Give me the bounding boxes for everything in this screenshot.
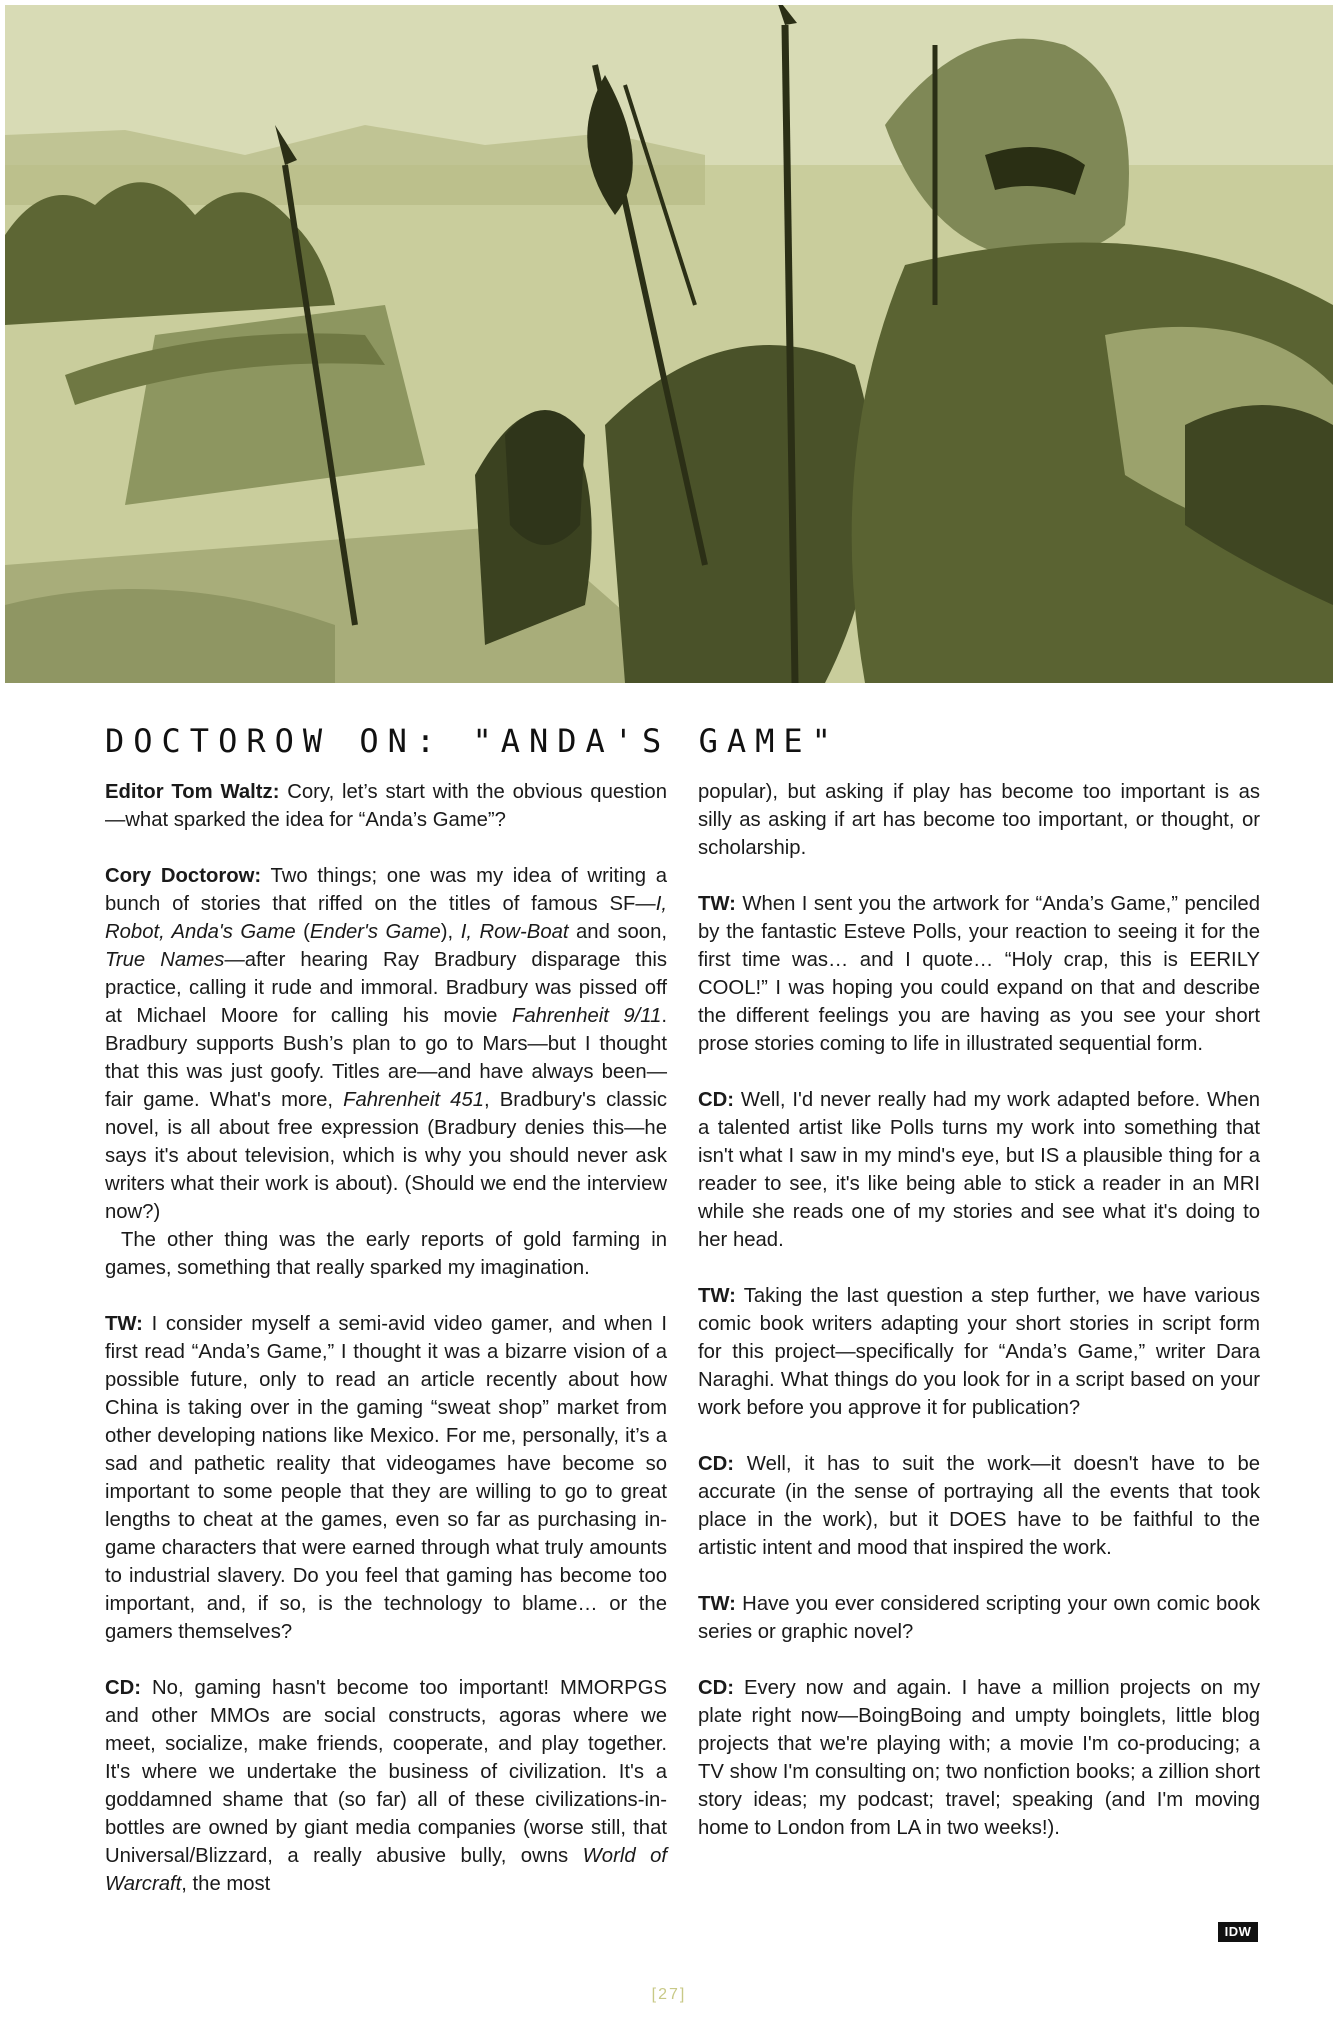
italic-title: I, Robot, Anda's Game [105,893,667,943]
interview-text: Well, it has to suit the work—it doesn't have to be accurate (in the sense of portraying all the events that took place in the work), but it DOES have to be faithful to the artistic intent and mood that inspired the work. [698,1453,1260,1559]
italic-title: Fahrenheit 451 [343,1089,484,1111]
warriors-illustration [5,5,1333,683]
interview-paragraph [698,1674,1260,1842]
interview-text: The other thing was the early reports of gold farming in games, something that really sparked my imagination. [105,1229,667,1279]
interview-paragraph [698,1450,1260,1562]
interview-paragraph [698,1282,1260,1422]
italic-title: Fahrenheit 9/11 [511,1005,662,1027]
interview-text: and soon, [568,921,667,943]
italic-title: Ender's Game [309,921,441,943]
interview-paragraph [698,890,1260,1058]
interview-column-right [698,778,1260,1870]
page-title: DOCTOROW ON: "ANDA'S GAME" [105,722,840,760]
interview-text: ), [440,921,461,943]
interview-text: No, gaming hasn't become too important! MMORPGS and other MMOs are social constructs, agoras where we meet, socialize, make friends, cooperate, and play together. It's where we undertake the business of civilization. It's a goddamned shame that (so far) all of these civilizations-in-bottles are owned by giant media companies (worse still, that Universal/Blizzard, a really abusive bully, owns [105,1677,667,1867]
interview-text: Every now and again. I have a million projects on my plate right now—BoingBoing and umpty boinglets, little blog projects that we're playing with; a movie I'm co-producing; a TV show I'm consulting on; two nonfiction books; a zillion short story ideas; my podcast; travel; speaking (and I'm moving home to London from LA in two weeks!). [698,1677,1260,1839]
interview-paragraph [698,778,1260,862]
interview-text: . Bradbury supports Bush’s plan to go to Mars—but I thought that this was just goofy. Titles are—and have always been—fair game. What's more, [105,1005,667,1111]
interview-text: ( [295,921,310,943]
interview-text: Two things; one was my idea of writing a bunch of stories that riffed on the titles of famous SF— [105,865,668,915]
interview-paragraph [105,778,667,834]
interview-text: When I sent you the artwork for “Anda’s Game,” penciled by the fantastic Esteve Polls, your reaction to seeing it for the first time was… and I quote… “Holy crap, this is EERILY COOL!” I was hoping you could expand on that and describe the different feelings you are having as you see your short prose stories coming to life in illustrated sequential form. [698,893,1260,1055]
interview-text: Cory, let’s start with the obvious question—what sparked the idea for “Anda’s Game”? [105,781,667,831]
publisher-logo: IDW [1218,1922,1258,1942]
speaker-label: TW: [698,893,736,915]
speaker-label: TW: [105,1313,143,1335]
interview-text: popular), but asking if play has become too important is as silly as asking if art has become too important, or thought, or scholarship. [698,781,1260,859]
interview-paragraph [105,1226,667,1282]
interview-text: Taking the last question a step further, we have various comic book writers adapting your short stories in script form for this project—specifically for “Anda’s Game,” writer Dara Naraghi. What things do you look for in a script based on your work before you approve it for publication? [698,1285,1260,1419]
speaker-label: CD: [698,1089,735,1111]
italic-title: True Names [105,949,225,971]
italic-title: I, Row-Boat [460,921,569,943]
interview-text: , the most [181,1873,271,1895]
interview-paragraph [698,1590,1260,1646]
interview-text: Have you ever considered scripting your own comic book series or graphic novel? [698,1593,1260,1643]
speaker-label: TW: [698,1285,736,1307]
page-number: [27] [651,1986,687,2003]
interview-text: I consider myself a semi-avid video gamer, and when I first read “Anda’s Game,” I thought it was a bizarre vision of a possible future, only to read an article recently about how China is taking over in the gaming “sweat shop” market from other developing nations like Mexico. For me, personally, it’s a sad and pathetic reality that videogames have become so important to some people that they are willing to go to great lengths to cheat at the games, even so far as purchasing in-game characters that were earned through what truly amounts to industrial slavery. Do you feel that gaming has become too important, and, if so, is the technology to blame… or the gamers themselves? [105,1313,667,1643]
speaker-label: CD: [698,1677,735,1699]
interview-paragraph [105,862,667,1226]
italic-title: World of Warcraft [105,1845,667,1895]
speaker-label: TW: [698,1593,736,1615]
interview-text: , Bradbury's classic novel, is all about free expression (Bradbury denies this—he says it's about television, which is why you should never ask writers what their work is about). (Should we end the interview now?) [105,1089,667,1223]
interview-text: Well, I'd never really had my work adapted before. When a talented artist like Polls turns my work into something that isn't what I saw in my mind's eye, but IS a plausible thing for a reader to see, it's like being able to stick a reader in an MRI while she reads one of my stories and see what it's doing to her head. [698,1089,1260,1251]
speaker-label: Editor Tom Waltz: [105,781,280,803]
speaker-label: Cory Doctorow: [105,865,262,887]
interview-paragraph [105,1674,667,1898]
interview-text: —after hearing Ray Bradbury disparage this practice, calling it rude and immoral. Bradbury was pissed off at Michael Moore for calling his movie [105,949,667,1027]
interview-paragraph [698,1086,1260,1254]
illustration-artwork [5,5,1333,683]
speaker-label: CD: [698,1453,735,1475]
interview-column-left [105,778,667,1926]
speaker-label: CD: [105,1677,142,1699]
interview-paragraph [105,1310,667,1646]
